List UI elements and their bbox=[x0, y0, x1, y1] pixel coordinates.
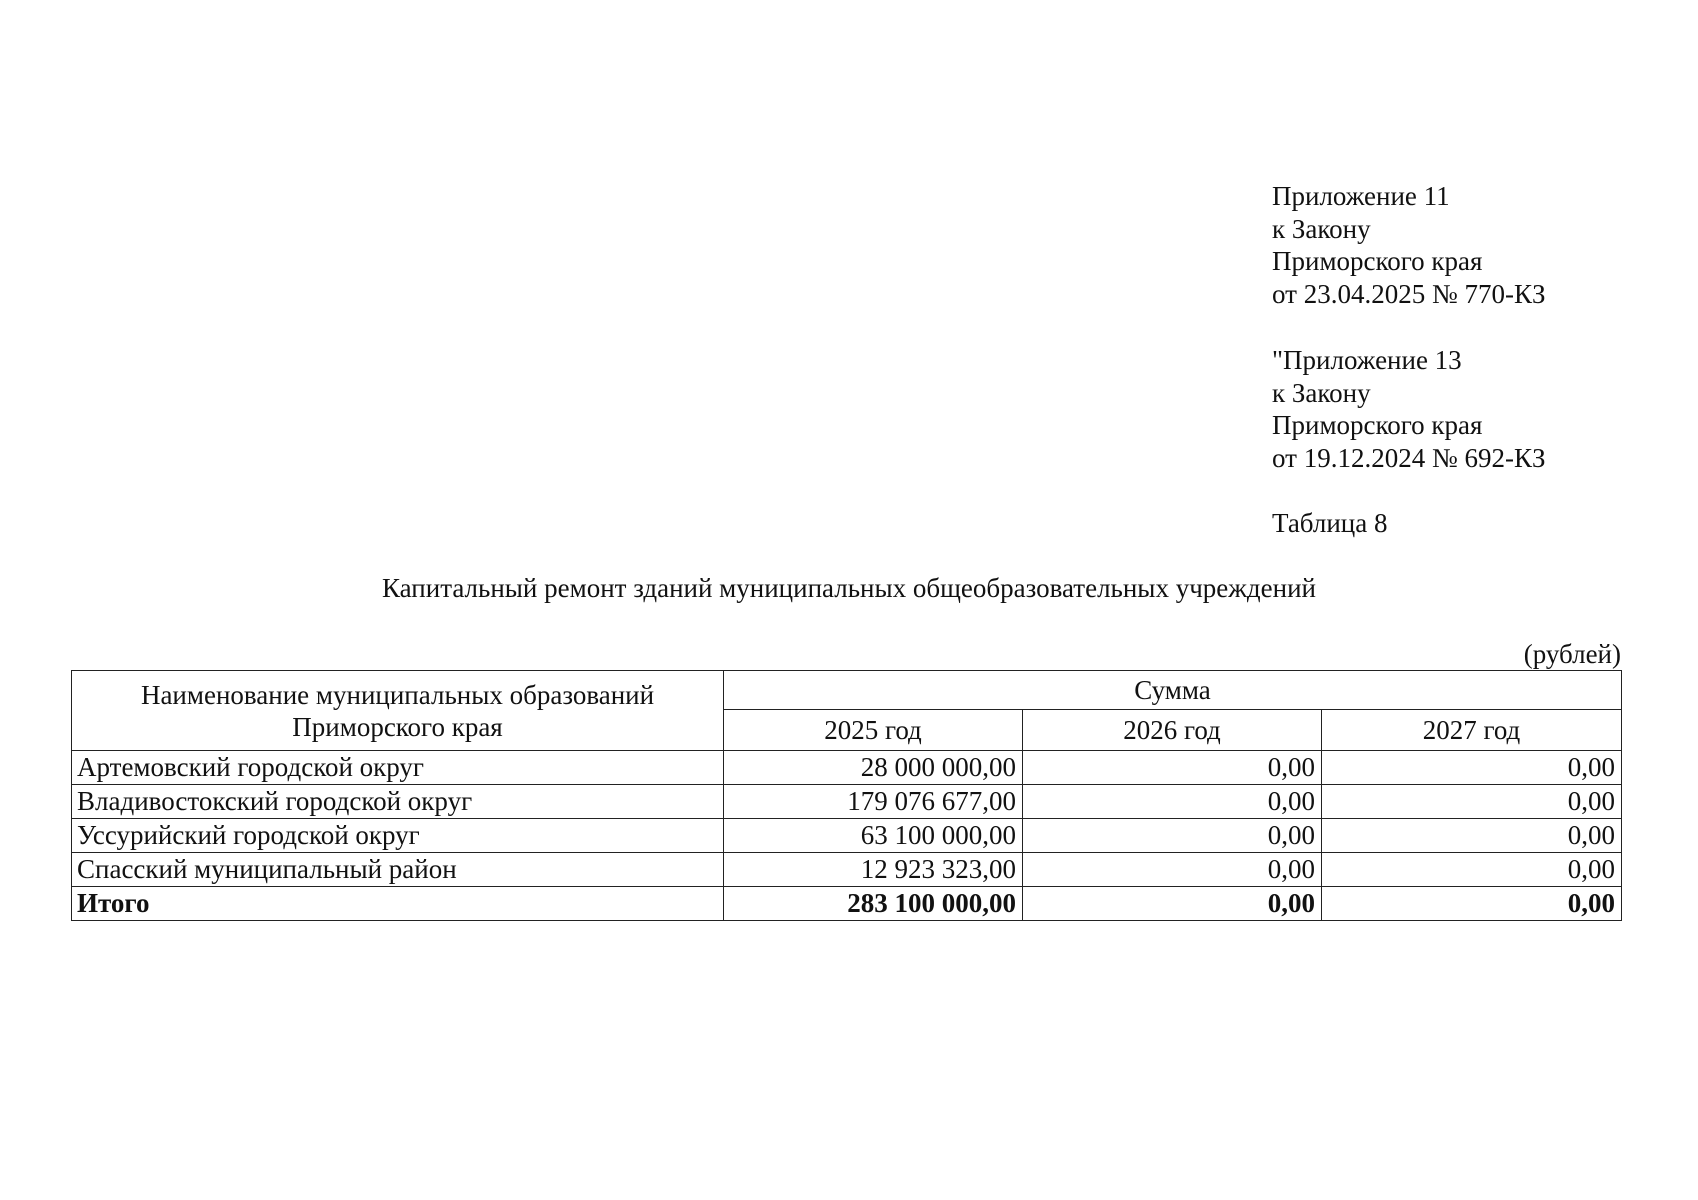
row-value-2025: 63 100 000,00 bbox=[724, 819, 1023, 853]
appendix-11-line: Приложение 11 bbox=[1272, 181, 1450, 211]
table-header-row bbox=[72, 671, 1622, 710]
budget-table bbox=[71, 670, 1622, 921]
column-header-2026: 2026 год bbox=[1023, 710, 1322, 751]
row-name: Владивостокский городской округ bbox=[72, 785, 724, 819]
total-value-2026: 0,00 bbox=[1023, 887, 1322, 921]
appendix-11-line: от 23.04.2025 № 770-КЗ bbox=[1272, 278, 1546, 309]
column-header-sum: Сумма bbox=[724, 671, 1622, 710]
row-value-2026: 0,00 bbox=[1023, 853, 1322, 887]
column-header-name-line2: Приморского края bbox=[292, 711, 503, 742]
table-row bbox=[72, 751, 1622, 785]
appendix-13-line: к Закону bbox=[1272, 377, 1371, 408]
appendix-13-line: Приморского края bbox=[1272, 410, 1483, 440]
row-value-2027: 0,00 bbox=[1322, 785, 1622, 819]
row-value-2025: 179 076 677,00 bbox=[724, 785, 1023, 819]
row-value-2025: 28 000 000,00 bbox=[724, 751, 1023, 785]
table-row bbox=[72, 853, 1622, 887]
row-value-2027: 0,00 bbox=[1322, 751, 1622, 785]
column-header-name bbox=[72, 671, 724, 751]
row-value-2025: 12 923 323,00 bbox=[724, 853, 1023, 887]
total-label: Итого bbox=[72, 887, 724, 921]
total-value-2027: 0,00 bbox=[1322, 887, 1622, 921]
column-header-2027: 2027 год bbox=[1322, 710, 1622, 751]
row-name: Артемовский городской округ bbox=[72, 751, 724, 785]
total-value-2025: 283 100 000,00 bbox=[724, 887, 1023, 921]
row-value-2027: 0,00 bbox=[1322, 819, 1622, 853]
appendix-11-line: Приморского края bbox=[1272, 246, 1483, 276]
unit-label: (рублей) bbox=[1523, 639, 1621, 669]
row-value-2026: 0,00 bbox=[1023, 785, 1322, 819]
table-row bbox=[72, 819, 1622, 853]
appendix-13-line: "Приложение 13 bbox=[1272, 345, 1462, 375]
row-name: Уссурийский городской округ bbox=[72, 819, 724, 853]
table-number: Таблица 8 bbox=[1272, 508, 1388, 538]
row-value-2027: 0,00 bbox=[1322, 853, 1622, 887]
appendix-11-header bbox=[1272, 180, 1545, 310]
appendix-13-line: от 19.12.2024 № 692-КЗ bbox=[1272, 442, 1546, 473]
row-value-2026: 0,00 bbox=[1023, 751, 1322, 785]
appendix-11-line: к Закону bbox=[1272, 213, 1371, 244]
row-value-2026: 0,00 bbox=[1023, 819, 1322, 853]
table-row bbox=[72, 785, 1622, 819]
column-header-name-line1: Наименование муниципальных образований bbox=[140, 679, 655, 710]
appendix-13-header bbox=[1272, 344, 1545, 474]
row-name: Спасский муниципальный район bbox=[72, 853, 724, 887]
table-total-row bbox=[72, 887, 1622, 921]
column-header-2025: 2025 год bbox=[724, 710, 1023, 751]
document-title: Капитальный ремонт зданий муниципальных общеобразовательных учреждений bbox=[382, 573, 1316, 603]
